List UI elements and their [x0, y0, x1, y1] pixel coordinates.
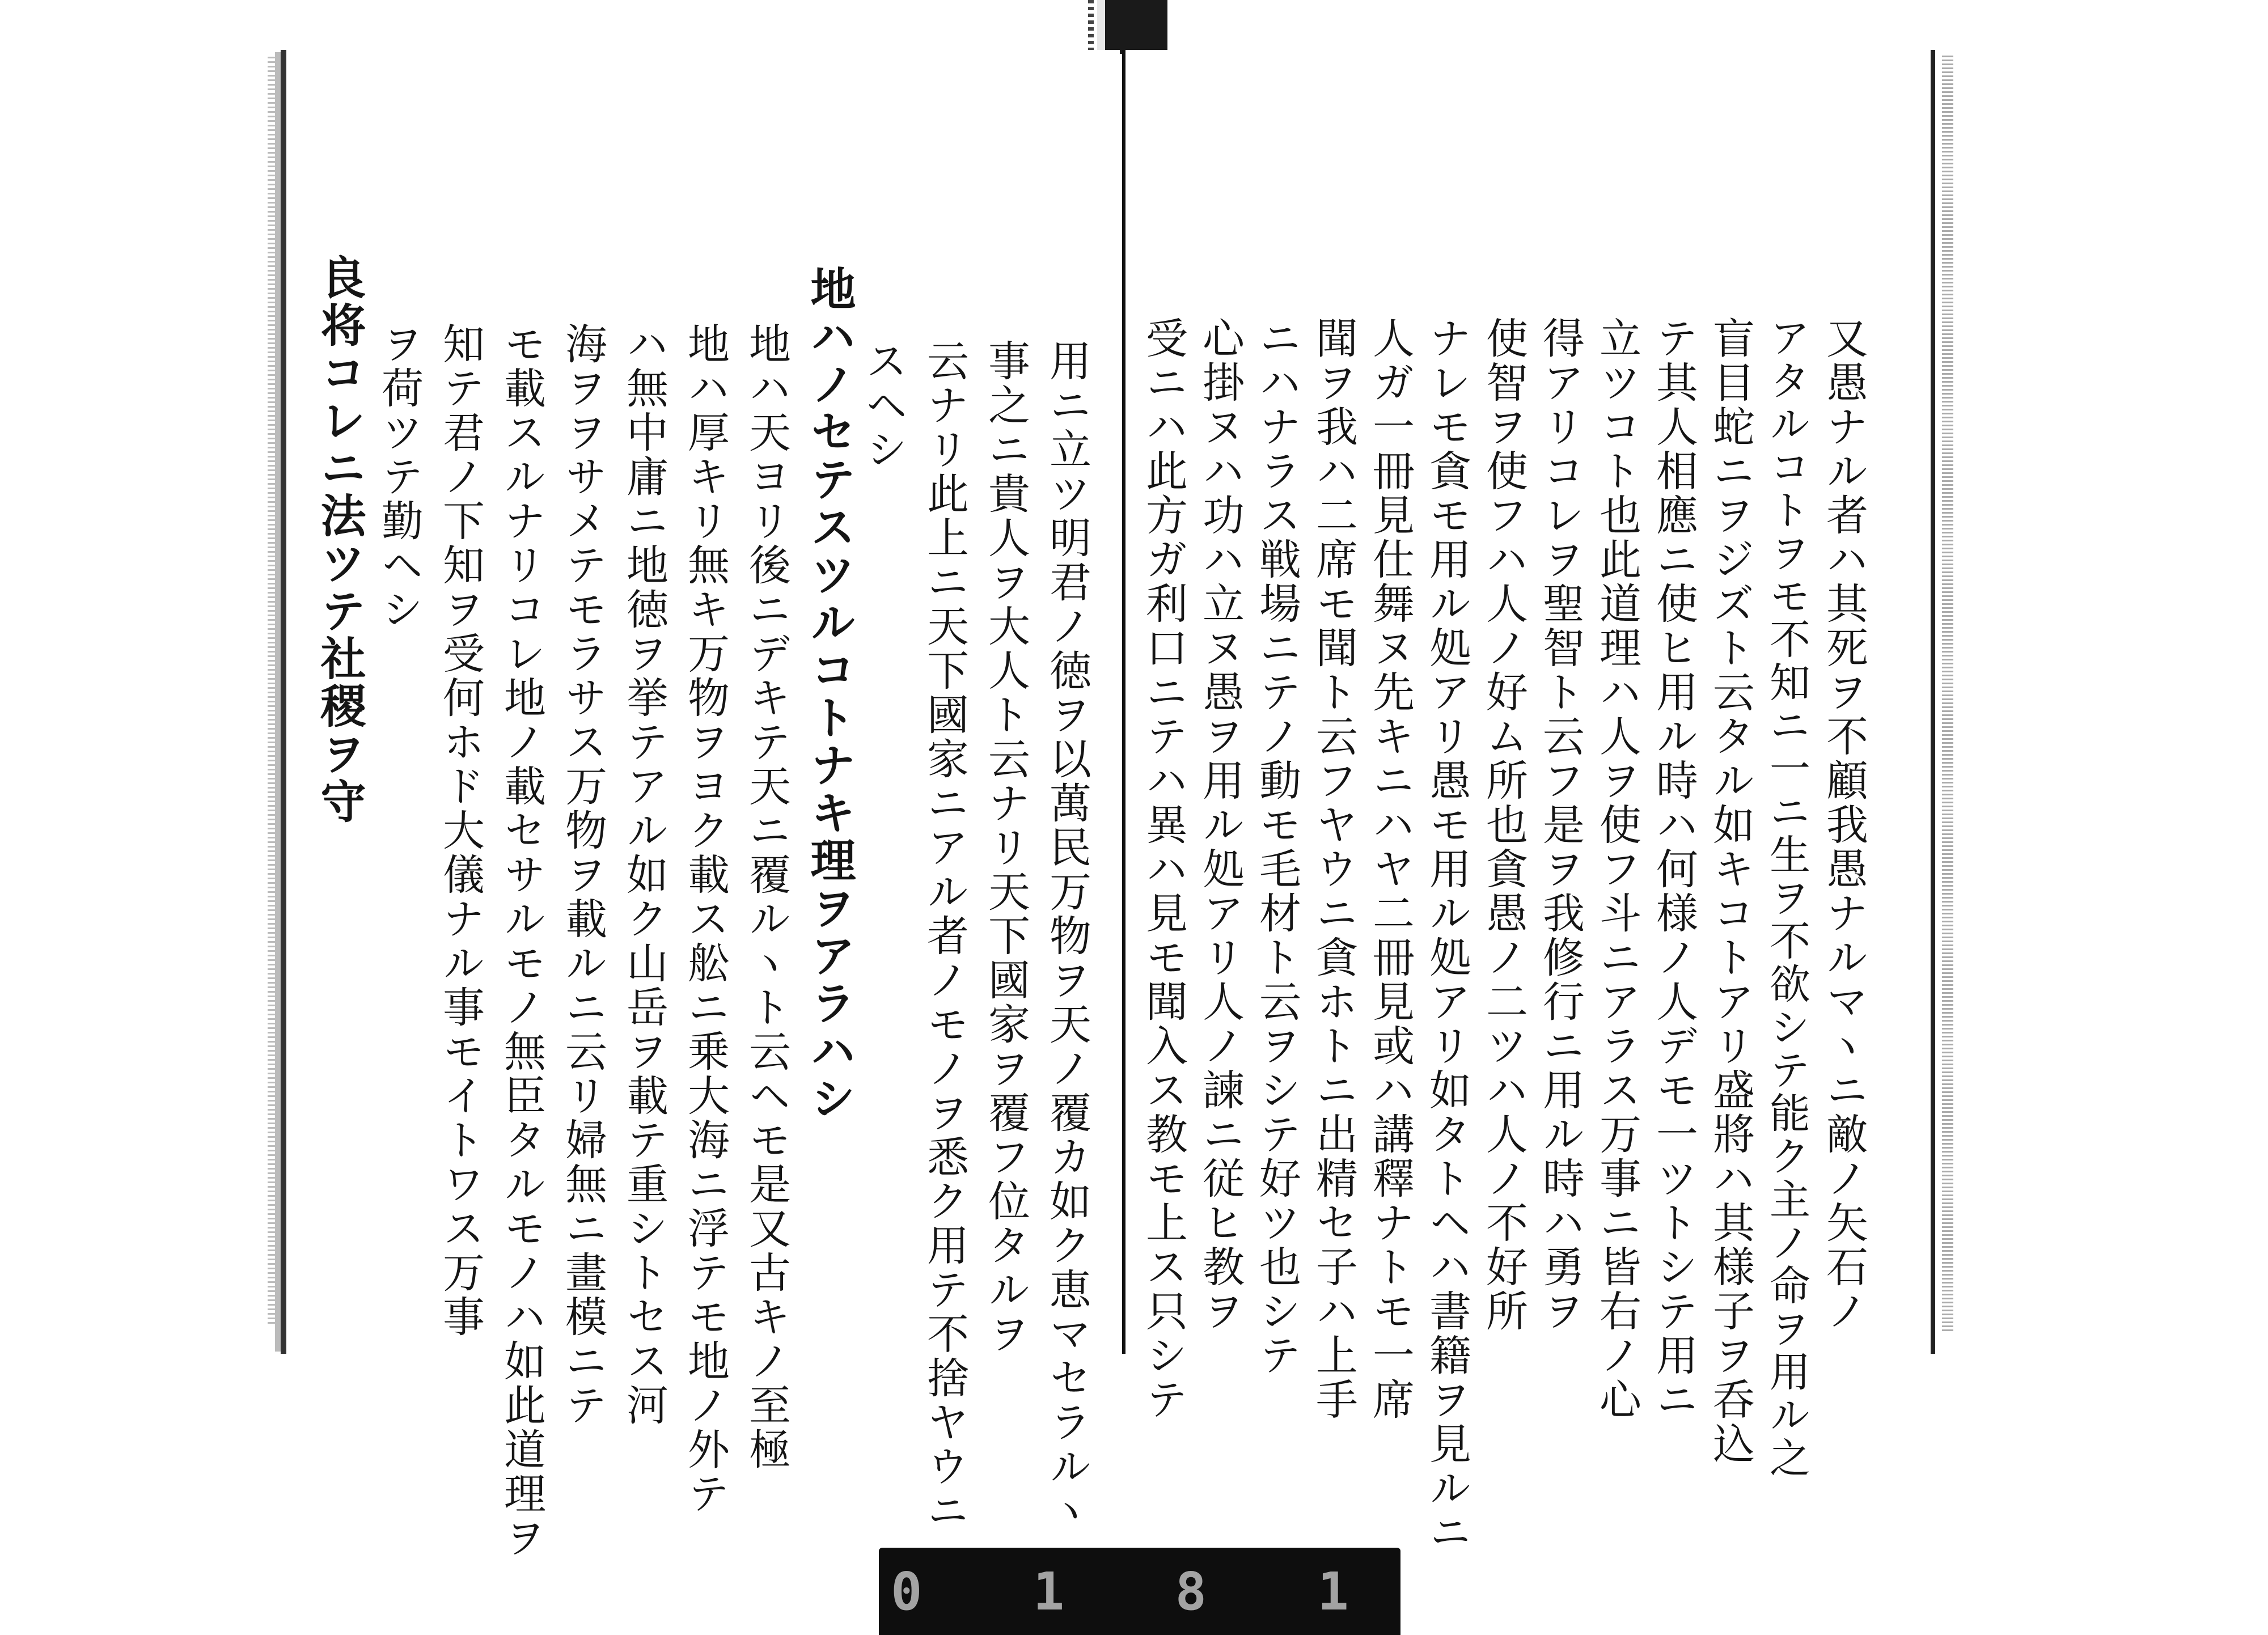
left-column-11: 知テ君ノ下知ヲ受何ホド大儀ナル事モイトワス万事: [436, 322, 485, 1339]
right-column-5: 立ツコト也此道理ハ人ヲ使フ斗ニアラス万事ニ皆右ノ心: [1593, 316, 1641, 1422]
left-page: [281, 50, 1120, 1560]
right-column-13: 受ニハ此方ガ利口ニテハ異ハ見モ聞入ス教モ上ス只シテ: [1139, 316, 1188, 1422]
left-column-9: 海ヲヲサメテモラサス万物ヲ載ルニ云リ婦無ニ畫模ニテ: [558, 322, 607, 1428]
left-column-6: 地ハ天ヨリ後ニデキテ天ニ覆ルヽト云ヘモ是又古キノ至極: [742, 322, 791, 1472]
page-stack-edge: [268, 57, 279, 1327]
right-column-6: 得アリコレヲ聖智ト云フ是ヲ我修行ニ用ル時ハ勇ヲ: [1536, 316, 1585, 1333]
left-column-10: モ載スルナリコレ地ノ載セサルモノ無臣タルモノハ如此道理ヲ: [497, 322, 546, 1560]
binding-tab: [1097, 0, 1167, 54]
left-column-4: スヘシ: [859, 339, 908, 472]
right-page: [1125, 50, 1935, 1554]
left-column-12: ヲ荷ツテ勤ヘシ: [375, 322, 424, 632]
right-column-10: 聞ヲ我ハ二席モ聞ト云フヤウニ貪ホトニ出精セ子ハ上手: [1309, 316, 1358, 1422]
right-column-2: アタルコトヲモ不知ニ一ニ生ヲ不欲シテ能ク主ノ命ヲ用ル之: [1763, 316, 1810, 1480]
right-column-11: ニハナラス戦場ニテノ動モ毛材ト云ヲシテ好ツ也シテ: [1253, 316, 1301, 1378]
section-heading-earth: 地ハノセテスツルコトナキ理ヲアラハシ: [803, 265, 856, 1123]
right-column-3: 盲目蛇ニヲジズト云タル如キコトアリ盛將ハ其様子ヲ呑込: [1706, 316, 1755, 1466]
section-heading-general: 良将コレニ法ツテ社稷ヲ守: [313, 254, 366, 825]
frame-counter: [879, 1548, 1400, 1635]
left-column-2: 事之ニ貴人ヲ大人ト云ナリ天下國家ヲ覆フ位タルヲ: [981, 339, 1030, 1356]
right-column-12: 心掛ヌハ功ハ立ヌ愚ヲ用ル処アリ人ノ諫ニ従ヒ教ヲ: [1196, 316, 1245, 1333]
right-column-4: テ其人相應ニ使ヒ用ル時ハ何様ノ人デモ一ツトシテ用ニ: [1649, 316, 1698, 1422]
right-column-7: 使智ヲ使フハ人ノ好ム所也貪愚ノ二ツハ人ノ不好所: [1479, 316, 1528, 1333]
right-column-9: 人ガ一冊見仕舞ヌ先キニハヤ二冊見或ハ講釋ナトモ一席: [1366, 316, 1415, 1422]
left-column-1: 用ニ立ツ明君ノ徳ヲ以萬民万物ヲ天ノ覆カ如ク恵マセラルヽ: [1043, 339, 1091, 1533]
left-column-3: 云ナリ此上ニ天下國家ニアル者ノモノヲ悉ク用テ不捨ヤウニ: [920, 339, 969, 1533]
frame-counter-digits: 0 1 8 1: [891, 1561, 1389, 1622]
left-column-7: 地ハ厚キリ無キ万物ヲヨク載ス舩ニ乗大海ニ浮テモ地ノ外テ: [681, 322, 730, 1516]
left-column-8: ハ無中庸ニ地徳ヲ挙テアル如ク山岳ヲ載テ重シトセス河: [620, 322, 668, 1428]
right-column-8: ナレモ貪モ用ル処アリ愚モ用ル処アリ如タトヘハ書籍ヲ見ルニ: [1423, 316, 1471, 1554]
right-column-1: 又愚ナル者ハ其死ヲ不顧我愚ナルマヽニ敵ノ矢石ノ: [1820, 316, 1868, 1333]
